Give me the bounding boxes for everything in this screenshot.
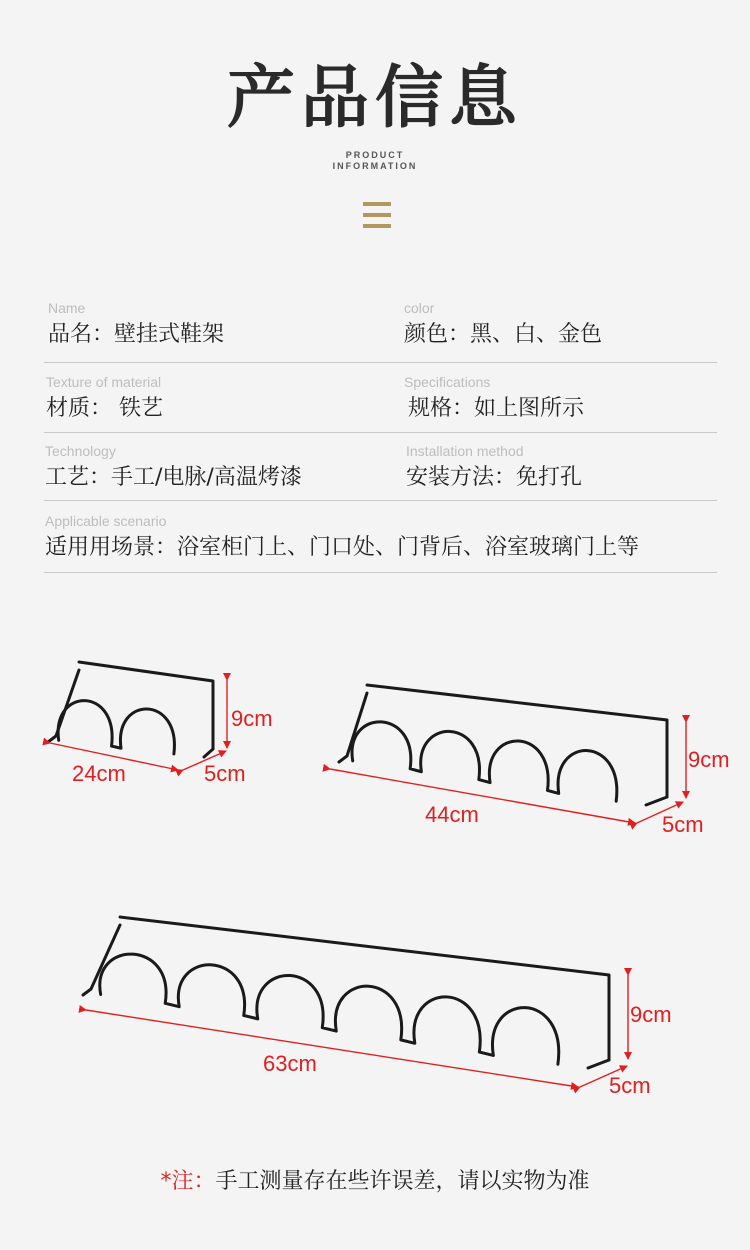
spec-specification-en: Specifications <box>404 374 491 390</box>
spec-material-value: 材质： 铁艺 <box>46 396 163 421</box>
rack-2-len-arrow <box>330 769 635 823</box>
dimension-height-2: 9cm <box>688 747 730 772</box>
rack-1-base <box>204 749 213 757</box>
dimension-depth-3: 5cm <box>609 1073 651 1098</box>
dimension-length-3: 63cm <box>263 1051 317 1076</box>
subtitle-line-2: INFORMATION <box>332 161 418 171</box>
spec-technology-value: 工艺：手工/电脉/高温烤漆 <box>45 465 302 490</box>
footer-note-text: 手工测量存在些许误差，请以实物为准 <box>215 1169 590 1194</box>
spec-name-value: 品名：壁挂式鞋架 <box>48 322 225 347</box>
spec-color-value: 颜色：黑、白、金色 <box>404 322 603 347</box>
rack-3-frame <box>120 917 609 1060</box>
rack-3-base <box>588 1060 609 1068</box>
spec-name-en: Name <box>48 300 86 316</box>
spec-material-en: Texture of material <box>46 374 162 390</box>
spec-technology-en: Technology <box>45 443 116 459</box>
dimension-depth-2: 5cm <box>662 812 704 837</box>
subtitle-line-1: PRODUCT <box>345 150 405 160</box>
rack-3-support <box>83 925 120 995</box>
spec-specification-value: 规格：如上图所示 <box>408 396 585 421</box>
page-title: 产品信息 <box>226 59 523 138</box>
dimension-depth-1: 5cm <box>204 761 246 786</box>
rack-1-support <box>48 670 79 742</box>
rack-2-hooks <box>352 722 617 801</box>
spec-scenario-en: Applicable scenario <box>45 513 167 529</box>
spec-installation-en: Installation method <box>406 443 524 459</box>
spec-installation-value: 安装方法：免打孔 <box>406 465 583 490</box>
footer-note-prefix: *注： <box>160 1169 216 1194</box>
dimension-length-2: 44cm <box>425 802 479 827</box>
spec-color-en: color <box>404 300 435 316</box>
rack-1-hooks <box>58 701 174 754</box>
spec-scenario-value: 适用用场景：浴室柜门上、门口处、门背后、浴室玻璃门上等 <box>45 535 640 560</box>
rack-3-len-arrow <box>86 1010 578 1087</box>
dimension-height-3: 9cm <box>630 1002 672 1027</box>
rack-2-base <box>646 797 667 805</box>
footer-note <box>0 1164 750 1195</box>
dimension-height-1: 9cm <box>231 706 273 731</box>
dimension-length-1: 24cm <box>72 761 126 786</box>
